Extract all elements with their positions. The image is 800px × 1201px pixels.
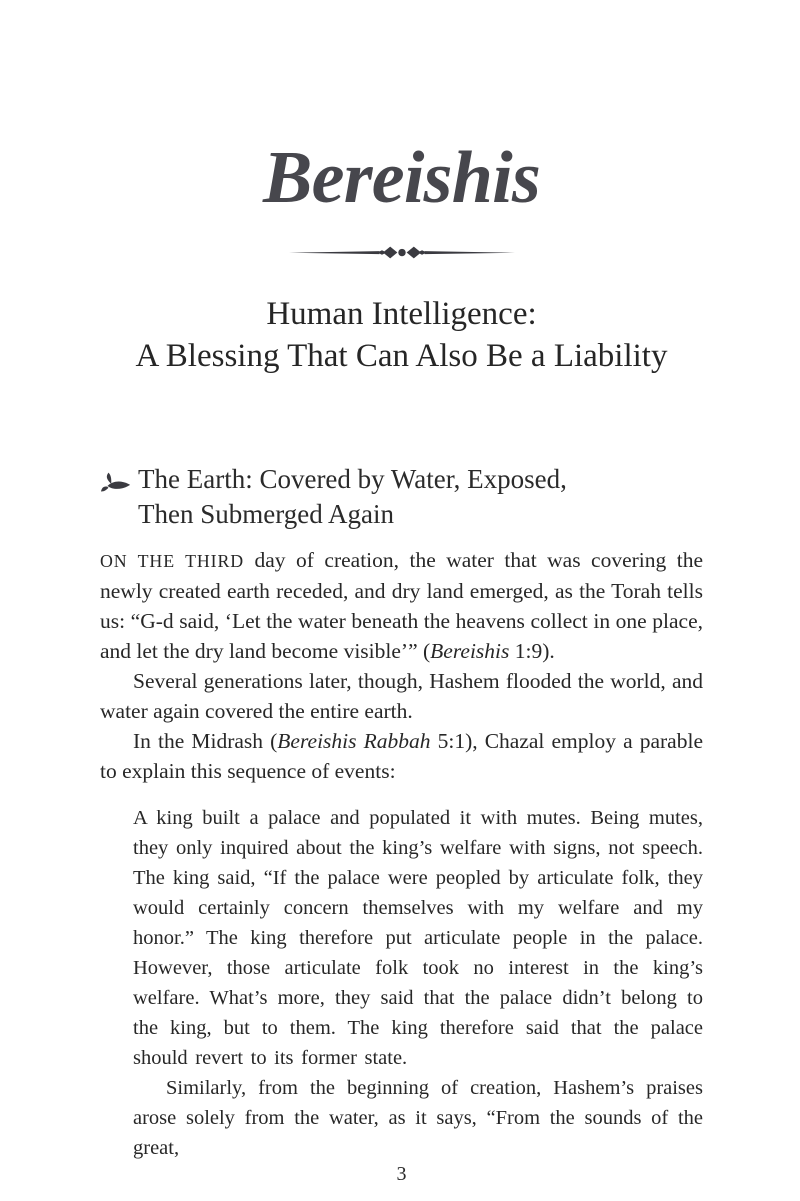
- diamond-rule-divider-icon: [289, 241, 515, 263]
- blockquote-nimshal: Similarly, from the beginning of creation, Hashem’s praises arose solely from the water, as it says, “From the sounds of the great,: [133, 1076, 703, 1159]
- chapter-title: [100, 293, 703, 377]
- midrash-blockquote: [133, 803, 703, 1163]
- chapter-title-line1: Human Intelligence:: [266, 295, 537, 332]
- page-number: 3: [396, 1162, 407, 1185]
- parsha-title: Bereishis: [262, 137, 541, 219]
- blockquote-parable: A king built a palace and populated it with mutes. Being mutes, they only inquired about the king’s welfare with signs, not speech. The king said, “If the palace were peopled by articulate folk, they would certainly concern themselves with my welfare and my honor.” The king therefore put articulate people in the palace. However, those articulate folk took no interest in the king’s welfare. What’s more, they said that the palace didn’t belong to the king, but to them. The king therefore said that the palace should revert to its former state.: [133, 806, 703, 1069]
- section-title-line1: The Earth: Covered by Water, Exposed,: [138, 463, 567, 494]
- ornamental-divider: [100, 241, 703, 263]
- paragraph-flood: Several generations later, though, Hashem flooded the world, and water again covered the entire earth.: [100, 668, 703, 723]
- paragraph-opening: ON THE THIRD day of creation, the water that was covering the newly created earth receded, and dry land emerged, as the Torah tells us: “G-d said, ‘Let the water beneath the heavens collect in one place, and let the dry land become visible’” (Bereishis 1:9).: [100, 547, 703, 663]
- hedera-leaf-icon: [100, 462, 138, 504]
- section-title-line2: Then Submerged Again: [138, 498, 394, 529]
- section-title: [138, 462, 567, 532]
- paragraph-midrash-intro: In the Midrash (Bereishis Rabbah 5:1), Chazal employ a parable to explain this sequence of events:: [100, 728, 703, 783]
- body-text: [100, 545, 703, 786]
- chapter-title-line2: A Blessing That Can Also Be a Liability: [135, 337, 668, 374]
- section-heading: [100, 462, 703, 532]
